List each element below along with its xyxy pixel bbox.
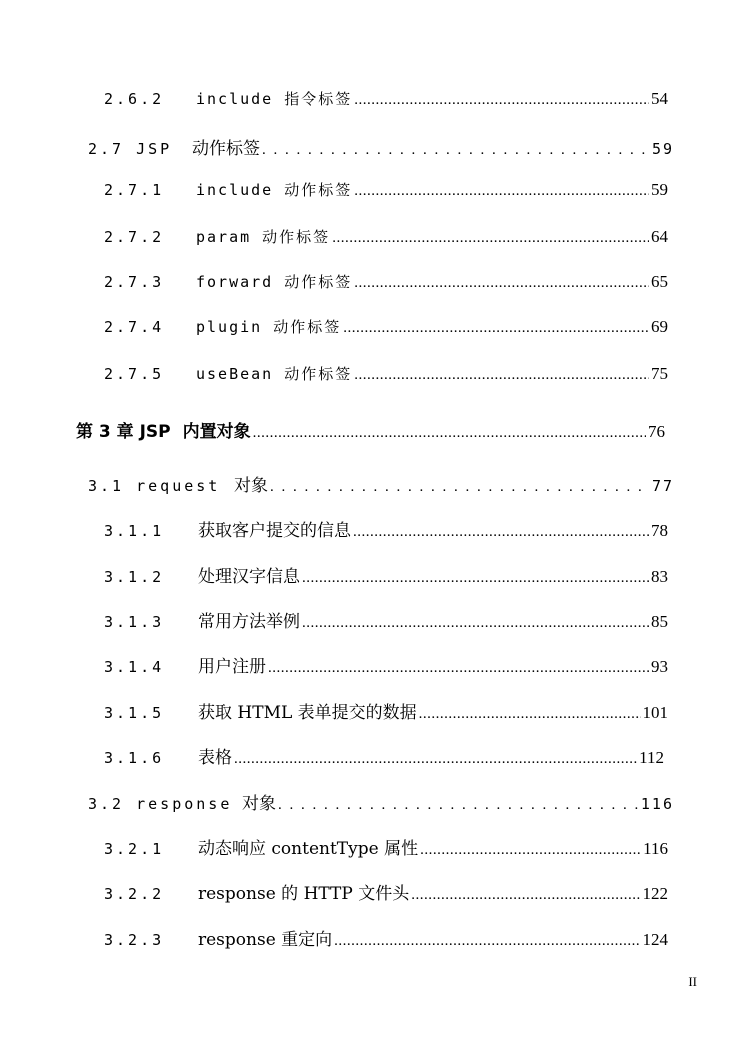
- toc-title: include 动作标签: [196, 181, 353, 199]
- toc-page-number: 76: [648, 422, 665, 441]
- toc-number: 2.7 JSP: [88, 140, 173, 158]
- toc-entry[interactable]: [88, 134, 674, 158]
- toc-entry[interactable]: [88, 789, 674, 813]
- toc-title: 对象: [242, 794, 276, 814]
- toc-title: include 指令标签: [196, 90, 353, 108]
- toc-title: 处理汉字信息: [198, 567, 300, 587]
- toc-number: 2.7.3: [104, 273, 165, 291]
- toc-number: 3.2.1: [104, 840, 165, 858]
- toc-leader: [332, 230, 649, 247]
- toc-number: 3.1.3: [104, 613, 165, 631]
- toc-leader: [411, 887, 640, 904]
- toc-title: plugin 动作标签: [196, 318, 342, 336]
- toc-page-number: 69: [651, 317, 668, 336]
- toc-number: 3.1.5: [104, 704, 165, 722]
- toc-leader: [343, 320, 649, 337]
- toc-page-number: 93: [651, 657, 668, 676]
- toc-number: 3.1 request: [88, 477, 221, 495]
- toc-entry[interactable]: [104, 834, 668, 858]
- toc-number: 2.6.2: [104, 90, 165, 108]
- toc-entry[interactable]: [104, 316, 668, 340]
- toc-title: useBean 动作标签: [196, 365, 353, 383]
- toc-page-number: 59: [651, 180, 668, 199]
- toc-page-number: 64: [651, 227, 668, 246]
- toc-leader: [420, 842, 641, 859]
- toc-title: 获取 HTML 表单提交的数据: [198, 703, 417, 723]
- toc-title: 动态响应 contentType 属性: [198, 839, 419, 859]
- toc-entry[interactable]: [104, 516, 668, 540]
- toc-title: param 动作标签: [196, 228, 331, 246]
- toc-title: response 重定向: [198, 930, 333, 950]
- toc-leader: [354, 367, 649, 384]
- toc-number: 2.7.1: [104, 181, 165, 199]
- toc-leader: [353, 524, 649, 541]
- toc-leader: [334, 933, 640, 950]
- toc-number: 3.1.1: [104, 522, 165, 540]
- toc-number: 3.1.2: [104, 568, 165, 586]
- toc-page-number: 101: [642, 703, 668, 722]
- toc-title: 对象: [234, 476, 268, 496]
- toc-entry[interactable]: [104, 652, 668, 676]
- toc-leader: [278, 797, 639, 814]
- toc-title: 常用方法举例: [198, 612, 300, 632]
- toc-leader: [354, 275, 649, 292]
- toc-number: 3.2.3: [104, 931, 165, 949]
- toc-entry[interactable]: [104, 607, 668, 631]
- toc-number: 2.7.4: [104, 318, 165, 336]
- toc-page-number: 116: [643, 839, 668, 858]
- toc-leader: [270, 479, 650, 496]
- toc-title: forward 动作标签: [196, 273, 353, 291]
- toc-leader: [302, 570, 649, 587]
- toc-title: response 的 HTTP 文件头: [198, 884, 410, 904]
- toc-page-number: 78: [651, 521, 668, 540]
- chapter-title: 内置对象: [182, 422, 251, 442]
- toc-title: 动作标签: [192, 139, 260, 159]
- toc-entry[interactable]: [104, 925, 668, 949]
- toc-page-number: 59: [651, 140, 674, 158]
- toc-page-number: 85: [651, 612, 668, 631]
- toc-page-number: 116: [640, 795, 674, 813]
- toc-number: 2.7.2: [104, 228, 165, 246]
- toc-leader: [419, 706, 641, 723]
- toc-leader: [354, 92, 649, 109]
- page-footer-number: II: [688, 974, 697, 989]
- toc-page-number: 65: [651, 272, 668, 291]
- toc-title: 用户注册: [198, 657, 266, 677]
- toc-entry[interactable]: [104, 879, 668, 903]
- toc-page-number: 124: [642, 930, 668, 949]
- toc-leader: [262, 142, 650, 159]
- toc-entry[interactable]: [104, 363, 668, 387]
- toc-title: 获取客户提交的信息: [198, 521, 351, 541]
- toc-page-number: 83: [651, 567, 668, 586]
- toc-page-number: 77: [651, 477, 674, 495]
- toc-leader: [234, 751, 637, 768]
- toc-entry[interactable]: [104, 743, 664, 767]
- toc-number: 3.1.4: [104, 658, 165, 676]
- toc-number: 3.1.6: [104, 749, 165, 767]
- toc-page-number: 54: [651, 89, 668, 108]
- toc-entry[interactable]: [104, 88, 668, 112]
- toc-title: 表格: [198, 748, 232, 768]
- toc-leader: [354, 183, 649, 200]
- toc-leader: [268, 660, 649, 677]
- toc-entry[interactable]: [104, 226, 668, 250]
- toc-entry[interactable]: [104, 271, 668, 295]
- toc-leader: [253, 425, 646, 442]
- toc-number: 3.2.2: [104, 885, 165, 903]
- toc-entry[interactable]: [104, 179, 668, 203]
- toc-entry[interactable]: [88, 471, 674, 495]
- toc-number: 3.2 response: [88, 795, 233, 813]
- toc-number: 2.7.5: [104, 365, 165, 383]
- toc-leader: [302, 615, 649, 632]
- toc-entry[interactable]: [104, 562, 668, 586]
- toc-chapter-entry[interactable]: [76, 417, 665, 441]
- toc-page-number: 122: [642, 884, 668, 903]
- toc-page-number: 112: [639, 748, 664, 767]
- toc-page-number: 75: [651, 364, 668, 383]
- toc-entry[interactable]: [104, 698, 668, 722]
- chapter-number: 第 3 章 JSP: [76, 422, 171, 442]
